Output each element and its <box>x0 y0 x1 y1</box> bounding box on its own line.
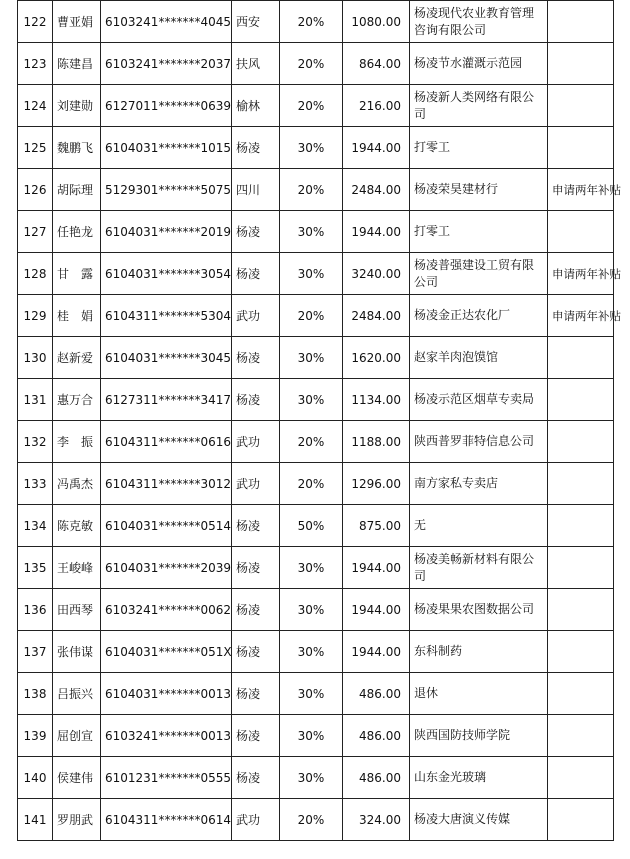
subsidy-amount: 1944.00 <box>343 211 410 253</box>
row-number: 130 <box>18 337 53 379</box>
person-name: 冯禹杰 <box>53 463 101 505</box>
row-number: 134 <box>18 505 53 547</box>
subsidy-rate: 20% <box>280 799 343 841</box>
employer: 退休 <box>410 673 548 715</box>
remark <box>548 43 614 85</box>
subsidy-rate: 30% <box>280 715 343 757</box>
remark <box>548 421 614 463</box>
origin-place: 杨凌 <box>232 253 280 295</box>
table-row <box>18 43 614 85</box>
origin-place: 扶风 <box>232 43 280 85</box>
table-row <box>18 337 614 379</box>
remark: 申请两年补贴 <box>548 295 614 337</box>
person-name: 陈克敏 <box>53 505 101 547</box>
origin-place: 杨凌 <box>232 127 280 169</box>
row-number: 135 <box>18 547 53 589</box>
person-name: 刘建勋 <box>53 85 101 127</box>
row-number: 131 <box>18 379 53 421</box>
subsidy-amount: 864.00 <box>343 43 410 85</box>
remark <box>548 85 614 127</box>
table-row <box>18 1 614 43</box>
id-number: 6104031*******3045 <box>101 337 232 379</box>
subsidy-amount: 324.00 <box>343 799 410 841</box>
id-number: 6104031*******3054 <box>101 253 232 295</box>
id-number: 6104031*******0514 <box>101 505 232 547</box>
remark <box>548 127 614 169</box>
origin-place: 杨凌 <box>232 505 280 547</box>
employer: 东科制药 <box>410 631 548 673</box>
subsidy-rate: 30% <box>280 547 343 589</box>
person-name: 魏鹏飞 <box>53 127 101 169</box>
origin-place: 榆林 <box>232 85 280 127</box>
subsidy-rate: 20% <box>280 295 343 337</box>
remark: 申请两年补贴 <box>548 169 614 211</box>
row-number: 133 <box>18 463 53 505</box>
row-number: 140 <box>18 757 53 799</box>
id-number: 6104311*******0614 <box>101 799 232 841</box>
subsidy-rate: 20% <box>280 421 343 463</box>
origin-place: 杨凌 <box>232 757 280 799</box>
subsidy-amount: 1296.00 <box>343 463 410 505</box>
remark <box>548 337 614 379</box>
remark <box>548 379 614 421</box>
subsidy-amount: 1944.00 <box>343 547 410 589</box>
employer: 赵家羊肉泡馍馆 <box>410 337 548 379</box>
id-number: 6103241*******2037 <box>101 43 232 85</box>
employer: 山东金光玻璃 <box>410 757 548 799</box>
table-row <box>18 505 614 547</box>
table-row <box>18 631 614 673</box>
person-name: 惠万合 <box>53 379 101 421</box>
id-number: 6103241*******4045 <box>101 1 232 43</box>
subsidy-rate: 20% <box>280 43 343 85</box>
person-name: 田西琴 <box>53 589 101 631</box>
subsidy-rate: 20% <box>280 463 343 505</box>
row-number: 125 <box>18 127 53 169</box>
employer: 南方家私专卖店 <box>410 463 548 505</box>
row-number: 123 <box>18 43 53 85</box>
origin-place: 四川 <box>232 169 280 211</box>
subsidy-rate: 30% <box>280 757 343 799</box>
subsidy-rate: 30% <box>280 631 343 673</box>
row-number: 124 <box>18 85 53 127</box>
id-number: 6103241*******0013 <box>101 715 232 757</box>
origin-place: 武功 <box>232 421 280 463</box>
subsidy-rate: 30% <box>280 673 343 715</box>
remark <box>548 211 614 253</box>
subsidy-amount: 216.00 <box>343 85 410 127</box>
subsidy-amount: 1944.00 <box>343 631 410 673</box>
employer: 杨凌示范区烟草专卖局 <box>410 379 548 421</box>
id-number: 6127311*******3417 <box>101 379 232 421</box>
table-row <box>18 547 614 589</box>
employer: 杨凌大唐演义传媒 <box>410 799 548 841</box>
id-number: 6104031*******0013 <box>101 673 232 715</box>
row-number: 132 <box>18 421 53 463</box>
origin-place: 杨凌 <box>232 547 280 589</box>
table-row <box>18 673 614 715</box>
person-name: 曹亚娟 <box>53 1 101 43</box>
employer: 杨凌现代农业教育管理咨询有限公司 <box>410 1 548 43</box>
row-number: 136 <box>18 589 53 631</box>
row-number: 127 <box>18 211 53 253</box>
person-name: 王峻峰 <box>53 547 101 589</box>
table-row <box>18 799 614 841</box>
subsidy-rate: 30% <box>280 211 343 253</box>
subsidy-amount: 2484.00 <box>343 295 410 337</box>
remark <box>548 589 614 631</box>
employer: 杨凌荣昊建材行 <box>410 169 548 211</box>
origin-place: 杨凌 <box>232 673 280 715</box>
employer: 杨凌节水灌溉示范园 <box>410 43 548 85</box>
subsidy-amount: 1944.00 <box>343 589 410 631</box>
remark <box>548 1 614 43</box>
subsidy-rate: 30% <box>280 127 343 169</box>
id-number: 6127011*******0639 <box>101 85 232 127</box>
remark <box>548 463 614 505</box>
origin-place: 武功 <box>232 799 280 841</box>
employer: 打零工 <box>410 127 548 169</box>
id-number: 6104031*******1015 <box>101 127 232 169</box>
row-number: 138 <box>18 673 53 715</box>
origin-place: 杨凌 <box>232 211 280 253</box>
id-number: 6104311*******5304 <box>101 295 232 337</box>
person-name: 李 振 <box>53 421 101 463</box>
subsidy-amount: 1134.00 <box>343 379 410 421</box>
row-number: 137 <box>18 631 53 673</box>
subsidy-amount: 2484.00 <box>343 169 410 211</box>
subsidy-table <box>17 0 621 841</box>
remark <box>548 715 614 757</box>
remark <box>548 673 614 715</box>
subsidy-amount: 486.00 <box>343 715 410 757</box>
subsidy-rate: 30% <box>280 379 343 421</box>
employer: 杨凌美畅新材料有限公司 <box>410 547 548 589</box>
subsidy-amount: 1188.00 <box>343 421 410 463</box>
subsidy-rate: 20% <box>280 1 343 43</box>
subsidy-rate: 50% <box>280 505 343 547</box>
id-number: 6103241*******0062 <box>101 589 232 631</box>
employer: 打零工 <box>410 211 548 253</box>
origin-place: 杨凌 <box>232 715 280 757</box>
remark <box>548 631 614 673</box>
id-number: 6104311*******3012 <box>101 463 232 505</box>
person-name: 赵新爱 <box>53 337 101 379</box>
table-row <box>18 253 614 295</box>
row-number: 139 <box>18 715 53 757</box>
id-number: 5129301*******5075 <box>101 169 232 211</box>
employer: 无 <box>410 505 548 547</box>
table-row <box>18 379 614 421</box>
person-name: 张伟谋 <box>53 631 101 673</box>
origin-place: 杨凌 <box>232 379 280 421</box>
row-number: 128 <box>18 253 53 295</box>
person-name: 甘 露 <box>53 253 101 295</box>
table-row <box>18 463 614 505</box>
table-row <box>18 589 614 631</box>
row-number: 122 <box>18 1 53 43</box>
row-number: 126 <box>18 169 53 211</box>
origin-place: 武功 <box>232 295 280 337</box>
subsidy-rate: 30% <box>280 253 343 295</box>
employer: 杨凌普强建设工贸有限公司 <box>410 253 548 295</box>
id-number: 6104031*******051X <box>101 631 232 673</box>
remark <box>548 799 614 841</box>
origin-place: 杨凌 <box>232 631 280 673</box>
table-row <box>18 169 614 211</box>
id-number: 6101231*******0555 <box>101 757 232 799</box>
person-name: 屈创宣 <box>53 715 101 757</box>
employer: 杨凌新人类网络有限公司 <box>410 85 548 127</box>
subsidy-rate: 30% <box>280 589 343 631</box>
table-row <box>18 127 614 169</box>
id-number: 6104031*******2019 <box>101 211 232 253</box>
person-name: 罗朋武 <box>53 799 101 841</box>
subsidy-rate: 20% <box>280 85 343 127</box>
table-row <box>18 295 614 337</box>
employer: 杨凌金正达农化厂 <box>410 295 548 337</box>
table-row <box>18 211 614 253</box>
row-number: 129 <box>18 295 53 337</box>
table-row <box>18 715 614 757</box>
origin-place: 杨凌 <box>232 337 280 379</box>
person-name: 桂 娟 <box>53 295 101 337</box>
subsidy-rate: 30% <box>280 337 343 379</box>
origin-place: 杨凌 <box>232 589 280 631</box>
remark: 申请两年补贴 <box>548 253 614 295</box>
remark <box>548 757 614 799</box>
person-name: 胡际理 <box>53 169 101 211</box>
id-number: 6104311*******0616 <box>101 421 232 463</box>
subsidy-amount: 1080.00 <box>343 1 410 43</box>
subsidy-amount: 1944.00 <box>343 127 410 169</box>
subsidy-amount: 3240.00 <box>343 253 410 295</box>
employer: 陕西普罗菲特信息公司 <box>410 421 548 463</box>
person-name: 任艳龙 <box>53 211 101 253</box>
table-row <box>18 421 614 463</box>
table-row <box>18 85 614 127</box>
employer: 杨凌果果农图数据公司 <box>410 589 548 631</box>
subsidy-amount: 486.00 <box>343 673 410 715</box>
row-number: 141 <box>18 799 53 841</box>
table-body <box>18 1 621 841</box>
person-name: 陈建昌 <box>53 43 101 85</box>
subsidy-rate: 20% <box>280 169 343 211</box>
id-number: 6104031*******2039 <box>101 547 232 589</box>
table-row <box>18 757 614 799</box>
person-name: 侯建伟 <box>53 757 101 799</box>
remark <box>548 547 614 589</box>
origin-place: 武功 <box>232 463 280 505</box>
subsidy-amount: 875.00 <box>343 505 410 547</box>
person-name: 吕振兴 <box>53 673 101 715</box>
employer: 陕西国防技师学院 <box>410 715 548 757</box>
subsidy-amount: 486.00 <box>343 757 410 799</box>
origin-place: 西安 <box>232 1 280 43</box>
subsidy-amount: 1620.00 <box>343 337 410 379</box>
remark <box>548 505 614 547</box>
